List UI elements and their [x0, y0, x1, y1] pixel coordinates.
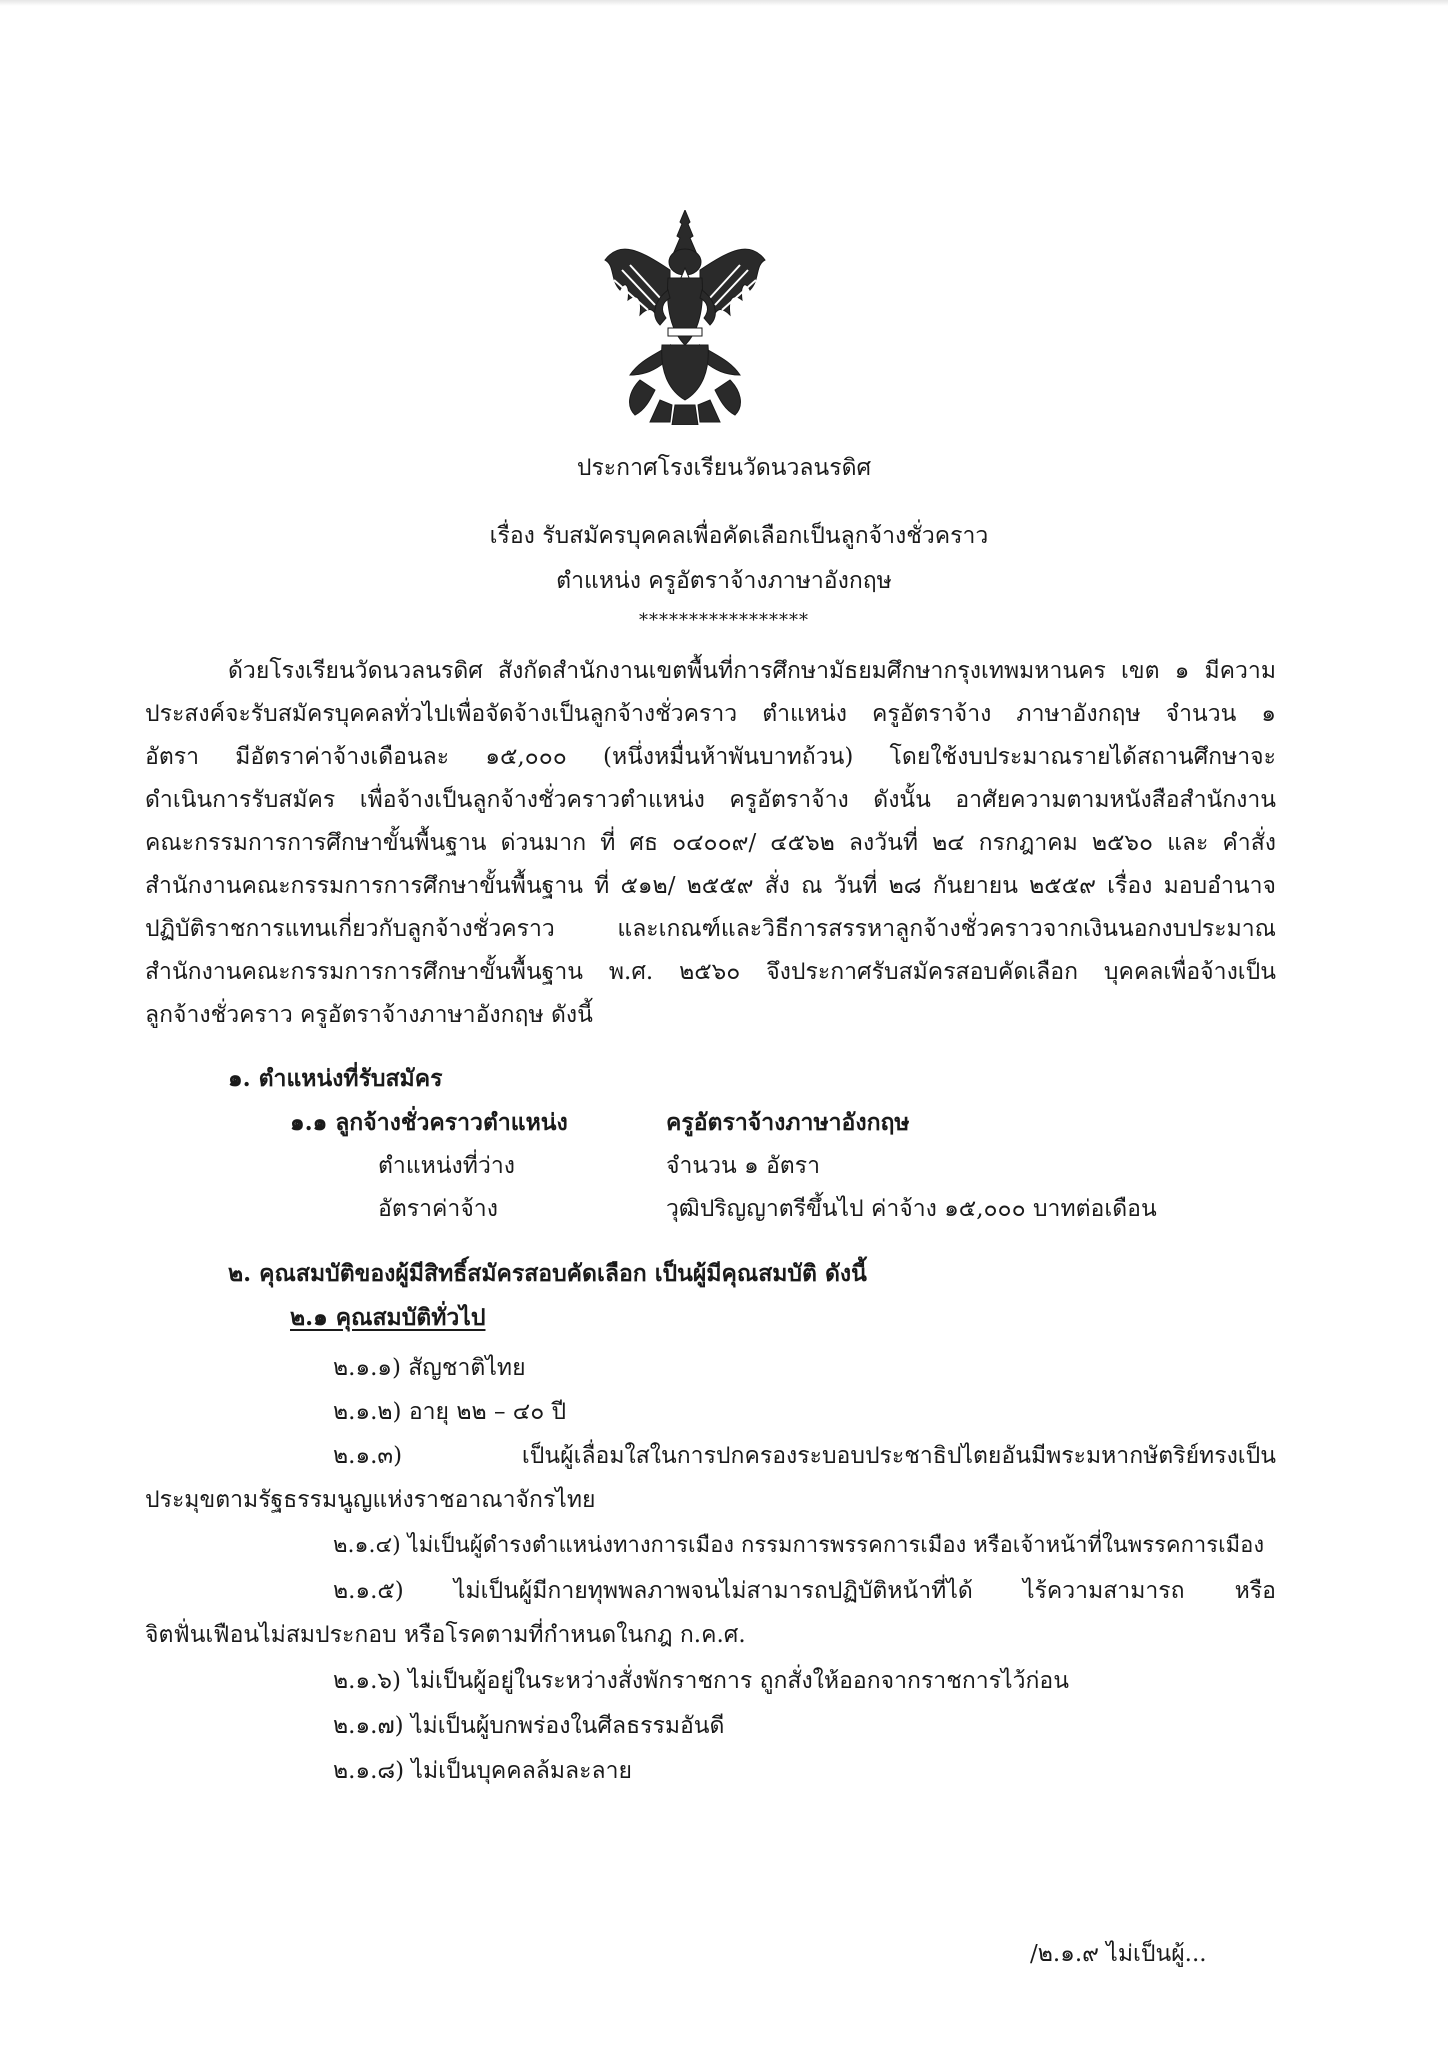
intro-line: สำนักงานคณะกรรมการการศึกษาขั้นพื้นฐาน ที่ ๕๑๒/ ๒๕๕๙ สั่ง ณ วันที่ ๒๘ กันยายน ๒๕๕๙ เรื่อง มอบอำนาจ — [145, 873, 1276, 899]
wage-label: อัตราค่าจ้าง — [378, 1196, 498, 1222]
vacancy-label: ตำแหน่งที่ว่าง — [378, 1153, 516, 1179]
qualification-item: ๒.๑.๕) ไม่เป็นผู้มีกายทุพพลภาพจนไม่สามารถปฏิบัติหน้าที่ได้ ไร้ความสามารถ หรือ — [333, 1578, 1276, 1604]
qualification-item: ๒.๑.๑) สัญชาติไทย — [333, 1355, 526, 1381]
intro-line: คณะกรรมการการศึกษาขั้นพื้นฐาน ด่วนมาก ที่ ศธ ๐๔๐๐๙/ ๔๕๖๒ ลงวันที่ ๒๔ กรกฎาคม ๒๕๖๐ และ คำสั่ง — [145, 830, 1276, 856]
intro-line: ลูกจ้างชั่วคราว ครูอัตราจ้างภาษาอังกฤษ ดังนี้ — [145, 1002, 593, 1028]
section2-sub-heading: ๒.๑ คุณสมบัติทั่วไป — [290, 1304, 486, 1331]
qualification-item: ๒.๑.๒) อายุ ๒๒ – ๔๐ ปี — [333, 1399, 567, 1425]
separator-stars: ***************** — [639, 610, 809, 631]
intro-line: สำนักงานคณะกรรมการการศึกษาขั้นพื้นฐาน พ.ศ. ๒๕๖๐ จึงประกาศรับสมัครสอบคัดเลือก บุคคลเพื่อจ้างเป็น — [145, 959, 1276, 985]
section2-heading: ๒. คุณสมบัติของผู้มีสิทธิ์สมัครสอบคัดเลือก เป็นผู้มีคุณสมบัติ ดังนี้ — [228, 1260, 867, 1287]
section1-sub-label: ๑.๑ ลูกจ้างชั่วคราวตำแหน่ง — [290, 1109, 568, 1136]
garuda-emblem-icon — [600, 210, 770, 425]
intro-line: ดำเนินการรับสมัคร เพื่อจ้างเป็นลูกจ้างชั่วคราวตำแหน่ง ครูอัตราจ้าง ดังนั้น อาศัยความตามหนังสือสำนักงาน — [145, 787, 1276, 813]
intro-line: ประสงค์จะรับสมัครบุคคลทั่วไปเพื่อจัดจ้างเป็นลูกจ้างชั่วคราว ตำแหน่ง ครูอัตราจ้าง ภาษาอังกฤษ จำนวน ๑ — [145, 701, 1276, 727]
section1-sub-value: ครูอัตราจ้างภาษาอังกฤษ — [666, 1109, 910, 1136]
qualification-item-continued: ประมุขตามรัฐธรรมนูญแห่งราชอาณาจักรไทย — [145, 1487, 596, 1513]
vacancy-value: จำนวน ๑ อัตรา — [666, 1153, 820, 1179]
section1-heading: ๑. ตำแหน่งที่รับสมัคร — [228, 1065, 443, 1092]
qualification-item: ๒.๑.๘) ไม่เป็นบุคคลล้มละลาย — [333, 1758, 632, 1784]
intro-line: ด้วยโรงเรียนวัดนวลนรดิศ สังกัดสำนักงานเขตพื้นที่การศึกษามัธยมศึกษากรุงเทพมหานคร เขต ๑ มีความ — [228, 658, 1276, 684]
announcement-position: ตำแหน่ง ครูอัตราจ้างภาษาอังกฤษ — [556, 568, 892, 594]
page-top-edge — [0, 0, 1448, 6]
qualification-item: ๒.๑.๖) ไม่เป็นผู้อยู่ในระหว่างสั่งพักราชการ ถูกสั่งให้ออกจากราชการไว้ก่อน — [333, 1668, 1069, 1694]
qualification-item: ๒.๑.๓) เป็นผู้เลื่อมใสในการปกครองระบอบประชาธิปไตยอันมีพระมหากษัตริย์ทรงเป็น — [333, 1443, 1276, 1469]
announcement-title: ประกาศโรงเรียนวัดนวลนรดิศ — [576, 455, 872, 481]
intro-line: อัตรา มีอัตราค่าจ้างเดือนละ ๑๕,๐๐๐ (หนึ่งหมื่นห้าพันบาทถ้วน) โดยใช้งบประมาณรายได้สถานศึกษาจะ — [145, 744, 1276, 770]
qualification-item: ๒.๑.๔) ไม่เป็นผู้ดำรงตำแหน่งทางการเมือง กรรมการพรรคการเมือง หรือเจ้าหน้าที่ในพรรคการเมือง — [333, 1533, 1265, 1558]
intro-line: ปฏิบัติราชการแทนเกี่ยวกับลูกจ้างชั่วคราว และเกณฑ์และวิธีการสรรหาลูกจ้างชั่วคราวจากเงินนอกงบประมาณ — [145, 916, 1276, 942]
qualification-item: ๒.๑.๗) ไม่เป็นผู้บกพร่องในศีลธรรมอันดี — [333, 1713, 725, 1739]
continuation-note: /๒.๑.๙ ไม่เป็นผู้... — [1030, 1941, 1207, 1967]
wage-value: วุฒิปริญญาตรีขึ้นไป ค่าจ้าง ๑๕,๐๐๐ บาทต่อเดือน — [666, 1196, 1157, 1222]
qualification-item-continued: จิตฟั่นเฟือนไม่สมประกอบ หรือโรคตามที่กำหนดในกฎ ก.ค.ศ. — [145, 1622, 746, 1648]
announcement-subject: เรื่อง รับสมัครบุคคลเพื่อคัดเลือกเป็นลูกจ้างชั่วคราว — [489, 523, 989, 549]
